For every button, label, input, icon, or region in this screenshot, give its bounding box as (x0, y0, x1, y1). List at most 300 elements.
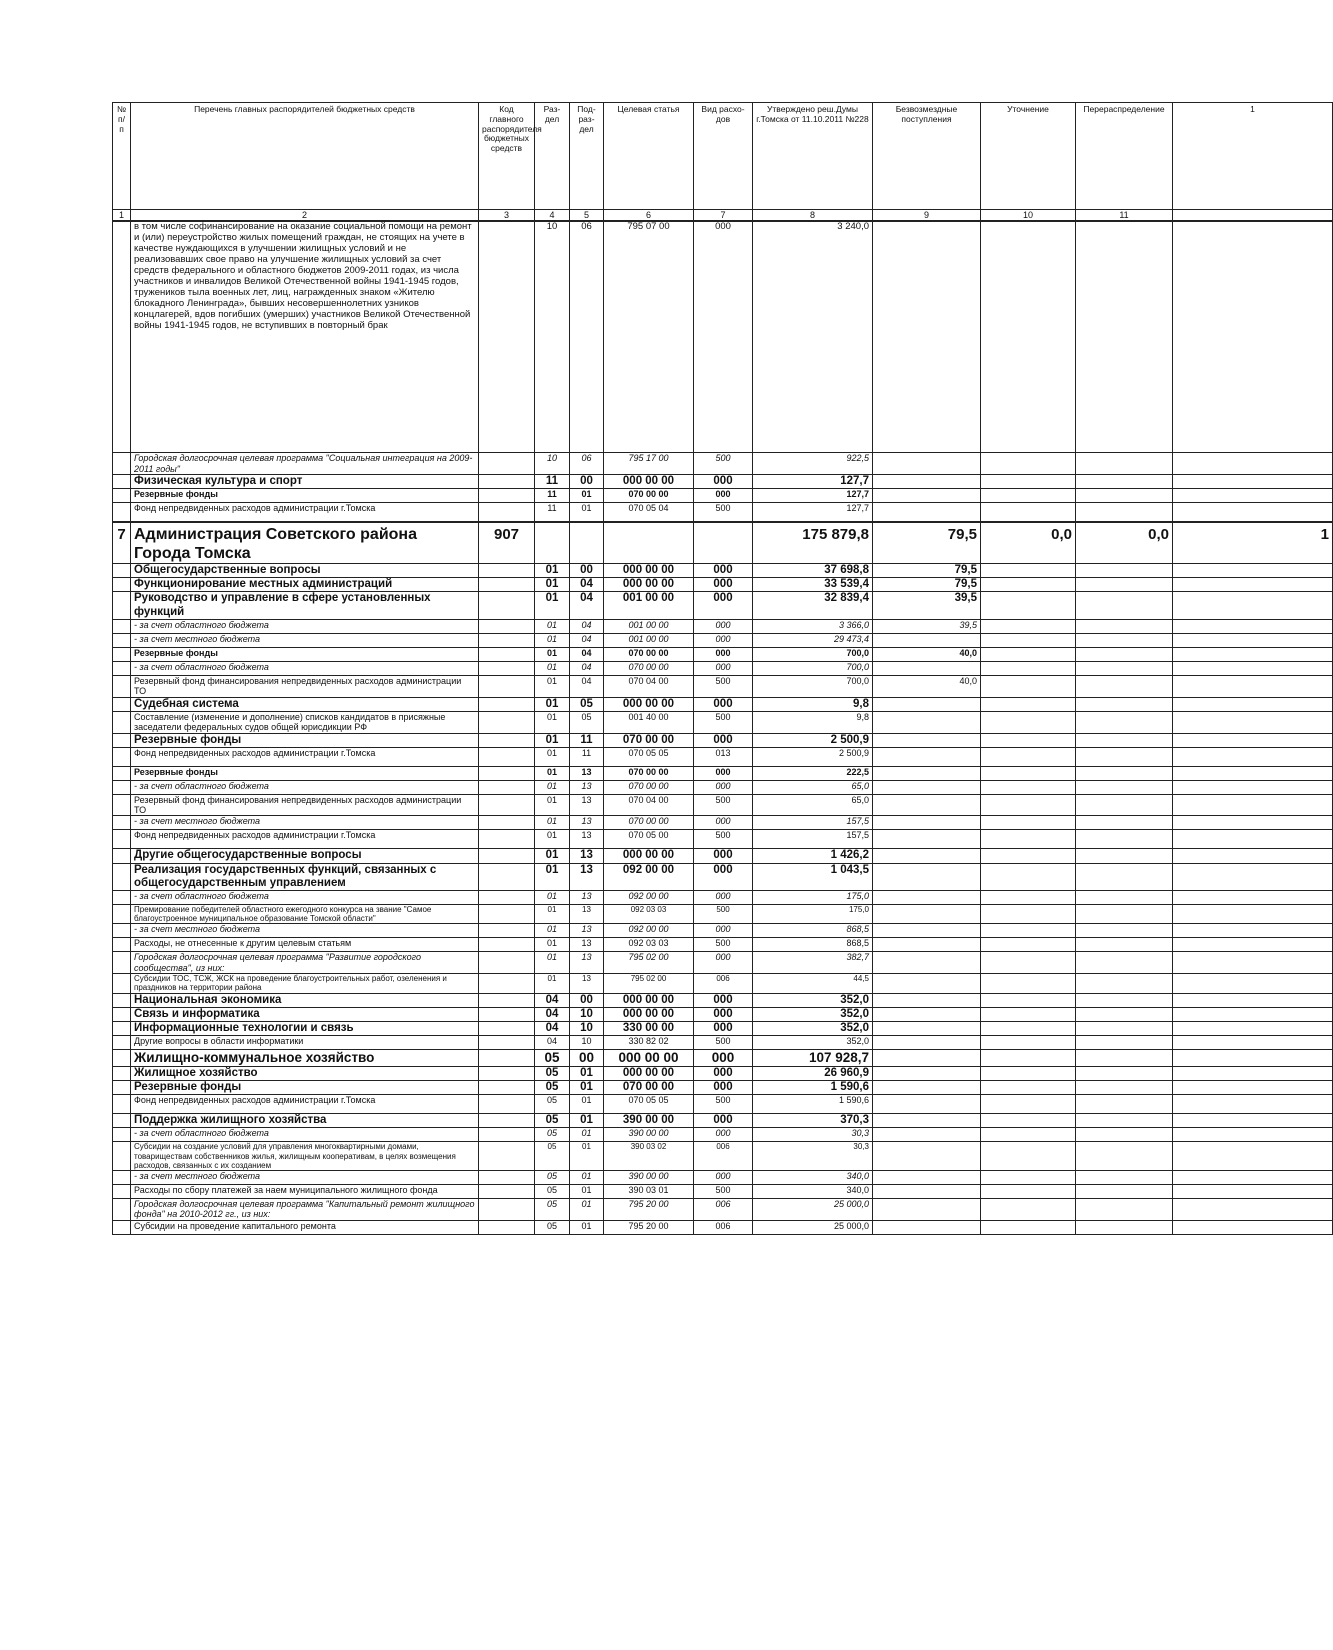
row-number (113, 697, 131, 711)
row-utoch (981, 816, 1076, 830)
table-row (113, 619, 1333, 633)
row-name: Фонд непредвиденных расходов администрации г.Томска (131, 747, 479, 766)
row-number (113, 1220, 131, 1234)
row-gratis (873, 1021, 981, 1035)
row-vid: 006 (694, 974, 753, 993)
row-code (479, 938, 535, 952)
row-utoch (981, 697, 1076, 711)
row-code (479, 633, 535, 647)
row-target: 092 00 00 (604, 891, 694, 905)
row-last (1173, 974, 1333, 993)
row-vid: 500 (694, 1036, 753, 1050)
header-razdel: Раз- дел (535, 103, 570, 210)
row-vid: 500 (694, 675, 753, 697)
row-utoch (981, 711, 1076, 733)
row-utoch (981, 993, 1076, 1007)
row-code (479, 475, 535, 489)
row-code (479, 1050, 535, 1067)
row-pereras (1076, 1198, 1173, 1220)
row-code (479, 905, 535, 924)
row-gratis (873, 489, 981, 503)
row-last (1173, 1198, 1333, 1220)
row-razdel: 05 (535, 1050, 570, 1067)
row-name: Фонд непредвиденных расходов администрации г.Томска (131, 1095, 479, 1114)
row-gratis (873, 891, 981, 905)
row-vid: 000 (694, 863, 753, 890)
table-row (113, 711, 1333, 733)
row-pereras (1076, 849, 1173, 863)
row-razdel: 01 (535, 924, 570, 938)
row-podrazdel: 04 (570, 647, 604, 661)
row-name: Фонд непредвиденных расходов администрации г.Томска (131, 830, 479, 849)
row-target: 000 00 00 (604, 1066, 694, 1080)
row-approved: 370,3 (753, 1114, 873, 1128)
row-pereras (1076, 592, 1173, 619)
row-podrazdel: 10 (570, 1007, 604, 1021)
table-row (113, 780, 1333, 794)
row-razdel: 01 (535, 794, 570, 816)
row-pereras (1076, 1080, 1173, 1094)
row-name: Фонд непредвиденных расходов администрации г.Томска (131, 503, 479, 523)
row-target: 001 00 00 (604, 633, 694, 647)
row-pereras (1076, 1007, 1173, 1021)
table-row (113, 1142, 1333, 1171)
row-approved: 3 366,0 (753, 619, 873, 633)
row-utoch (981, 647, 1076, 661)
row-name: Резервные фонды (131, 489, 479, 503)
row-code (479, 766, 535, 780)
row-pereras (1076, 503, 1173, 523)
table-row (113, 952, 1333, 974)
row-vid: 000 (694, 592, 753, 619)
table-row (113, 1198, 1333, 1220)
row-approved: 340,0 (753, 1184, 873, 1198)
row-last (1173, 221, 1333, 453)
row-utoch (981, 1036, 1076, 1050)
row-approved: 175,0 (753, 905, 873, 924)
row-target: 092 00 00 (604, 924, 694, 938)
row-last (1173, 1095, 1333, 1114)
row-utoch (981, 891, 1076, 905)
row-approved: 3 240,0 (753, 221, 873, 453)
row-last (1173, 780, 1333, 794)
row-name: Резервные фонды (131, 647, 479, 661)
row-approved: 32 839,4 (753, 592, 873, 619)
row-approved: 33 539,4 (753, 578, 873, 592)
row-code (479, 1036, 535, 1050)
row-razdel: 01 (535, 863, 570, 890)
row-utoch (981, 1021, 1076, 1035)
row-approved: 29 473,4 (753, 633, 873, 647)
row-approved: 157,5 (753, 816, 873, 830)
row-target: 390 00 00 (604, 1128, 694, 1142)
table-row (113, 503, 1333, 523)
row-vid: 000 (694, 924, 753, 938)
row-target: 070 05 05 (604, 747, 694, 766)
row-number (113, 1198, 131, 1220)
row-razdel: 01 (535, 711, 570, 733)
row-last (1173, 816, 1333, 830)
row-code (479, 1007, 535, 1021)
row-name: Расходы, не отнесенные к другим целевым статьям (131, 938, 479, 952)
table-row (113, 564, 1333, 578)
row-pereras (1076, 1170, 1173, 1184)
row-podrazdel: 04 (570, 592, 604, 619)
row-podrazdel: 10 (570, 1021, 604, 1035)
row-gratis (873, 863, 981, 890)
row-vid: 000 (694, 578, 753, 592)
row-pereras (1076, 733, 1173, 747)
row-last (1173, 1036, 1333, 1050)
row-vid: 000 (694, 633, 753, 647)
row-pereras (1076, 974, 1173, 993)
row-razdel: 05 (535, 1128, 570, 1142)
row-number (113, 1170, 131, 1184)
row-target: 000 00 00 (604, 578, 694, 592)
row-utoch (981, 475, 1076, 489)
row-approved: 700,0 (753, 647, 873, 661)
row-utoch (981, 221, 1076, 453)
row-name: - за счет областного бюджета (131, 661, 479, 675)
row-number (113, 1080, 131, 1094)
row-utoch (981, 766, 1076, 780)
row-utoch (981, 1184, 1076, 1198)
row-last (1173, 794, 1333, 816)
row-name: Национальная экономика (131, 993, 479, 1007)
row-number (113, 905, 131, 924)
row-target: 070 04 00 (604, 675, 694, 697)
table-row (113, 766, 1333, 780)
row-number (113, 475, 131, 489)
row-gratis (873, 1220, 981, 1234)
row-number (113, 747, 131, 766)
row-approved: 1 426,2 (753, 849, 873, 863)
row-code (479, 780, 535, 794)
row-vid: 000 (694, 1050, 753, 1067)
row-gratis (873, 952, 981, 974)
row-utoch (981, 489, 1076, 503)
row-pereras (1076, 221, 1173, 453)
row-last (1173, 830, 1333, 849)
row-number (113, 1128, 131, 1142)
row-target: 070 05 04 (604, 503, 694, 523)
row-vid: 006 (694, 1220, 753, 1234)
table-row (113, 592, 1333, 619)
row-name: Функционирование местных администраций (131, 578, 479, 592)
row-approved: 9,8 (753, 711, 873, 733)
row-last (1173, 747, 1333, 766)
row-name: Резервный фонд финансирования непредвиденных расходов администрации ТО (131, 794, 479, 816)
row-podrazdel: 01 (570, 1220, 604, 1234)
row-target: 001 00 00 (604, 592, 694, 619)
row-podrazdel: 05 (570, 697, 604, 711)
row-approved: 65,0 (753, 794, 873, 816)
row-last (1173, 675, 1333, 697)
row-code (479, 952, 535, 974)
header-last: 1 (1173, 103, 1333, 210)
row-gratis (873, 1142, 981, 1171)
row-name: Информационные технологии и связь (131, 1021, 479, 1035)
row-gratis (873, 747, 981, 766)
row-pereras (1076, 816, 1173, 830)
row-name: Руководство и управление в сфере установленных функций (131, 592, 479, 619)
row-podrazdel: 13 (570, 816, 604, 830)
row-code: 907 (479, 522, 535, 563)
column-number: 6 (604, 210, 694, 222)
table-row (113, 475, 1333, 489)
row-code (479, 1142, 535, 1171)
row-pereras (1076, 830, 1173, 849)
table-row (113, 830, 1333, 849)
header-code: Код главного распорядителя бюджетных средств (479, 103, 535, 210)
row-target: 000 00 00 (604, 993, 694, 1007)
row-gratis: 40,0 (873, 675, 981, 697)
row-gratis (873, 974, 981, 993)
row-razdel: 11 (535, 503, 570, 523)
row-code (479, 863, 535, 890)
row-pereras (1076, 924, 1173, 938)
row-vid: 000 (694, 849, 753, 863)
table-body (113, 221, 1333, 1234)
row-podrazdel: 01 (570, 1198, 604, 1220)
row-vid: 500 (694, 1184, 753, 1198)
row-utoch (981, 905, 1076, 924)
row-podrazdel: 04 (570, 633, 604, 647)
row-approved: 37 698,8 (753, 564, 873, 578)
row-podrazdel: 00 (570, 475, 604, 489)
row-gratis (873, 1198, 981, 1220)
header-num: № п/п (113, 103, 131, 210)
row-utoch (981, 578, 1076, 592)
row-target: 795 02 00 (604, 952, 694, 974)
row-utoch (981, 794, 1076, 816)
row-gratis (873, 221, 981, 453)
row-name: Реализация государственных функций, связанных с общегосударственным управлением (131, 863, 479, 890)
row-podrazdel: 00 (570, 564, 604, 578)
row-utoch (981, 564, 1076, 578)
header-utoch: Уточнение (981, 103, 1076, 210)
row-podrazdel: 04 (570, 619, 604, 633)
row-utoch (981, 1066, 1076, 1080)
row-last (1173, 905, 1333, 924)
column-number: 4 (535, 210, 570, 222)
row-razdel: 01 (535, 780, 570, 794)
row-approved: 127,7 (753, 503, 873, 523)
row-razdel: 05 (535, 1080, 570, 1094)
row-code (479, 974, 535, 993)
row-last (1173, 489, 1333, 503)
row-code (479, 1220, 535, 1234)
table-row (113, 697, 1333, 711)
row-target: 070 00 00 (604, 733, 694, 747)
row-utoch (981, 974, 1076, 993)
row-code (479, 993, 535, 1007)
row-gratis: 39,5 (873, 619, 981, 633)
row-code (479, 816, 535, 830)
row-code (479, 592, 535, 619)
row-vid: 006 (694, 1142, 753, 1171)
row-approved: 352,0 (753, 1036, 873, 1050)
row-number (113, 453, 131, 475)
table-row (113, 522, 1333, 563)
row-last (1173, 952, 1333, 974)
row-last (1173, 647, 1333, 661)
row-vid: 500 (694, 938, 753, 952)
row-name: Физическая культура и спорт (131, 475, 479, 489)
row-podrazdel: 11 (570, 733, 604, 747)
row-vid: 000 (694, 733, 753, 747)
row-code (479, 647, 535, 661)
row-approved: 2 500,9 (753, 747, 873, 766)
row-code (479, 1114, 535, 1128)
row-utoch (981, 938, 1076, 952)
row-utoch (981, 1128, 1076, 1142)
row-number (113, 924, 131, 938)
row-number (113, 1021, 131, 1035)
row-pereras (1076, 938, 1173, 952)
row-pereras (1076, 1128, 1173, 1142)
row-name: Субсидии ТОС, ТСЖ, ЖСК на проведение благоустроительных работ, озеленения и праздников на территории района (131, 974, 479, 993)
row-razdel: 05 (535, 1184, 570, 1198)
row-vid: 000 (694, 1007, 753, 1021)
table-row (113, 905, 1333, 924)
row-code (479, 1095, 535, 1114)
row-podrazdel: 13 (570, 938, 604, 952)
row-target: 092 03 03 (604, 905, 694, 924)
row-gratis (873, 938, 981, 952)
row-approved: 922,5 (753, 453, 873, 475)
row-utoch (981, 661, 1076, 675)
row-pereras: 0,0 (1076, 522, 1173, 563)
row-name: Премирование победителей областного ежегодного конкурса на звание "Самое благоустроенное муниципальное образование Томской области" (131, 905, 479, 924)
row-gratis: 79,5 (873, 578, 981, 592)
row-last (1173, 564, 1333, 578)
row-target: 795 07 00 (604, 221, 694, 453)
row-name: Жилищно-коммунальное хозяйство (131, 1050, 479, 1067)
table-row (113, 1021, 1333, 1035)
table-row (113, 924, 1333, 938)
row-utoch (981, 503, 1076, 523)
row-name: - за счет областного бюджета (131, 1128, 479, 1142)
row-code (479, 747, 535, 766)
row-code (479, 1128, 535, 1142)
row-number (113, 952, 131, 974)
row-podrazdel: 01 (570, 503, 604, 523)
row-code (479, 221, 535, 453)
header-pereras: Перераспределение (1076, 103, 1173, 210)
table-row (113, 863, 1333, 890)
table-row (113, 794, 1333, 816)
row-razdel: 05 (535, 1170, 570, 1184)
row-last (1173, 924, 1333, 938)
row-razdel: 01 (535, 816, 570, 830)
row-razdel: 01 (535, 592, 570, 619)
row-podrazdel: 04 (570, 661, 604, 675)
table-row (113, 1095, 1333, 1114)
row-razdel: 01 (535, 661, 570, 675)
row-name: Составление (изменение и дополнение) списков кандидатов в присяжные заседатели федеральных судов общей юрисдикции РФ (131, 711, 479, 733)
row-gratis (873, 1080, 981, 1094)
row-last (1173, 766, 1333, 780)
header-gratis: Безвозмездные поступления (873, 103, 981, 210)
row-code (479, 924, 535, 938)
row-gratis (873, 1095, 981, 1114)
row-name: Субсидии на проведение капитального ремонта (131, 1220, 479, 1234)
row-utoch (981, 1095, 1076, 1114)
row-gratis (873, 633, 981, 647)
row-name: в том числе софинансирование на оказание социальной помощи на ремонт и (или) переустройство жилых помещений граждан, не стоящих на учете в качестве нуждающихся в улучшении жилищных условий и не реализовавших свое право на улучшение жилищных условий за счет средств федерального и областного бюджетов 2009-2011 годах, из числа участников и инвалидов Великой Отечественной войны 1941-1945 годов, тружеников тыла военных лет, лиц, награжденных знаком «Жителю блокадного Ленинграда», бывших несовершеннолетних узников концлагерей, вдов погибших (умерших) участников Великой Отечественной войны 1941-1945 годов, не вступивших в повторный брак (131, 221, 479, 453)
row-code (479, 711, 535, 733)
row-razdel: 11 (535, 475, 570, 489)
row-podrazdel: 13 (570, 794, 604, 816)
row-vid: 000 (694, 1021, 753, 1035)
row-podrazdel (570, 522, 604, 563)
column-number (1173, 210, 1333, 222)
row-target: 070 00 00 (604, 766, 694, 780)
row-pereras (1076, 564, 1173, 578)
row-name: Городская долгосрочная целевая программа "Капитальный ремонт жилищного фонда" на 2010-2012 гг., из них: (131, 1198, 479, 1220)
row-number (113, 675, 131, 697)
row-approved: 25 000,0 (753, 1220, 873, 1234)
row-vid: 000 (694, 816, 753, 830)
row-razdel: 01 (535, 830, 570, 849)
row-code (479, 661, 535, 675)
row-pereras (1076, 475, 1173, 489)
row-approved: 127,7 (753, 475, 873, 489)
row-last (1173, 1142, 1333, 1171)
table-row (113, 453, 1333, 475)
row-number (113, 780, 131, 794)
row-pereras (1076, 1066, 1173, 1080)
row-last: 1 (1173, 522, 1333, 563)
row-last (1173, 1128, 1333, 1142)
row-vid: 000 (694, 891, 753, 905)
column-number: 1 (113, 210, 131, 222)
row-podrazdel: 13 (570, 863, 604, 890)
row-podrazdel: 00 (570, 993, 604, 1007)
row-podrazdel: 01 (570, 1095, 604, 1114)
table-row (113, 661, 1333, 675)
row-utoch (981, 675, 1076, 697)
row-approved: 44,5 (753, 974, 873, 993)
row-last (1173, 578, 1333, 592)
row-gratis: 40,0 (873, 647, 981, 661)
table-row (113, 938, 1333, 952)
row-pereras (1076, 1142, 1173, 1171)
row-number (113, 891, 131, 905)
table-header-row (113, 103, 1333, 210)
table-row (113, 675, 1333, 697)
table-row (113, 221, 1333, 453)
row-utoch (981, 747, 1076, 766)
row-last (1173, 1170, 1333, 1184)
row-last (1173, 1021, 1333, 1035)
row-podrazdel: 06 (570, 453, 604, 475)
row-target: 070 05 05 (604, 1095, 694, 1114)
row-gratis (873, 711, 981, 733)
row-razdel: 01 (535, 647, 570, 661)
row-gratis: 39,5 (873, 592, 981, 619)
column-number: 7 (694, 210, 753, 222)
row-last (1173, 1050, 1333, 1067)
row-name: Связь и информатика (131, 1007, 479, 1021)
row-number (113, 1066, 131, 1080)
row-name: - за счет областного бюджета (131, 619, 479, 633)
row-razdel: 05 (535, 1095, 570, 1114)
row-gratis (873, 697, 981, 711)
row-vid: 000 (694, 766, 753, 780)
row-approved: 157,5 (753, 830, 873, 849)
